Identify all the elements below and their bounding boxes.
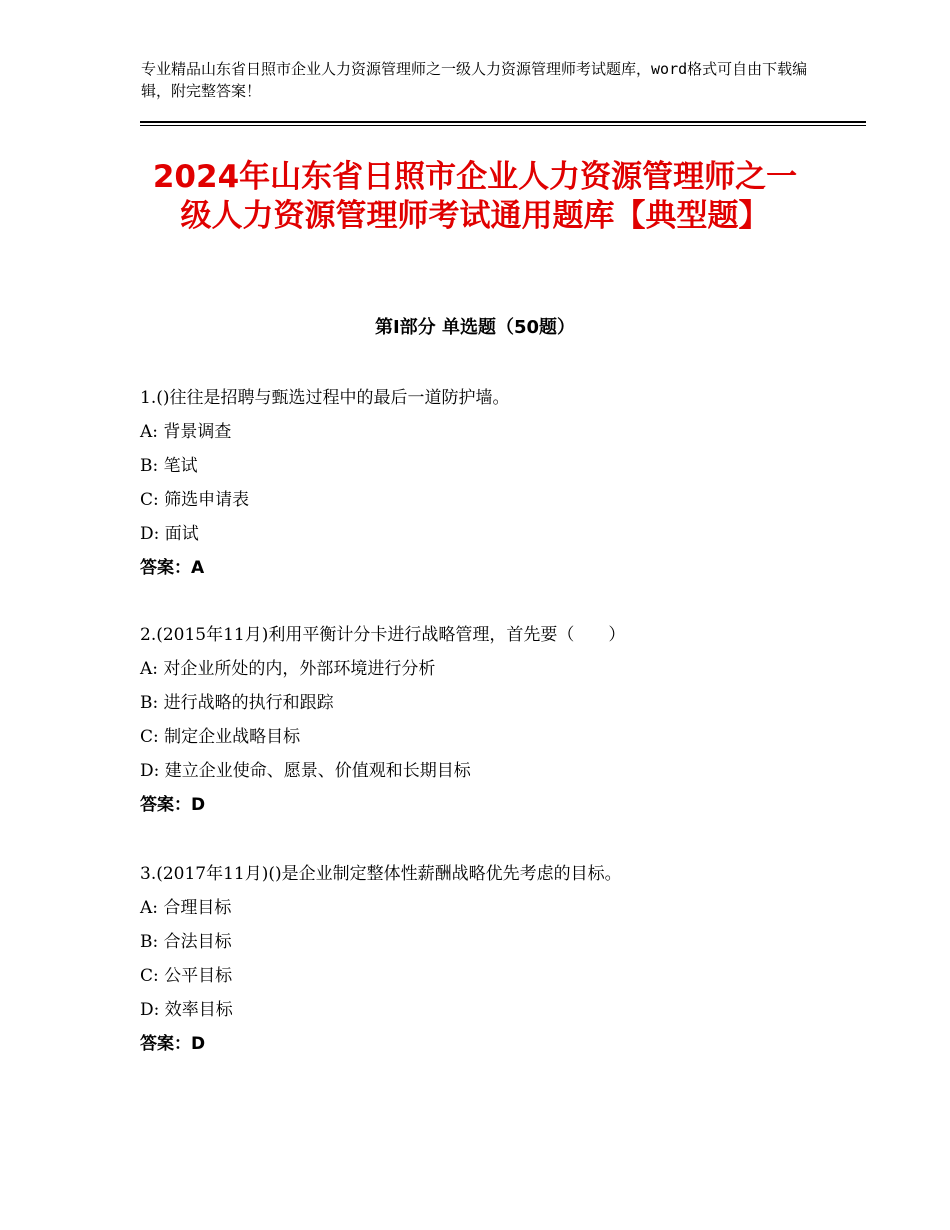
option-c: C: 筛选申请表 <box>140 490 250 510</box>
question-2 <box>140 618 840 822</box>
question-stem: 2.(2015年11月)利用平衡计分卡进行战略管理，首先要（ ） <box>140 625 626 645</box>
header-divider-thick <box>140 121 866 123</box>
header-note: 专业精品山东省日照市企业人力资源管理师之一级人力资源管理师考试题库，word格式可自由下载编辑，附完整答案！ <box>141 60 808 100</box>
option-a: A: 合理目标 <box>140 898 232 918</box>
option-c: C: 制定企业战略目标 <box>140 727 301 747</box>
option-b: B: 进行战略的执行和跟踪 <box>140 693 334 713</box>
answer-label: 答案：D <box>140 795 206 815</box>
question-stem: 1.()往往是招聘与甄选过程中的最后一道防护墙。 <box>140 388 510 408</box>
document-title: 2024年山东省日照市企业人力资源管理师之一级人力资源管理师考试通用题库【典型题】 <box>152 159 798 234</box>
answer-label: 答案：D <box>140 1034 206 1054</box>
option-a: A: 对企业所处的内，外部环境进行分析 <box>140 659 436 679</box>
answer-label: 答案：A <box>140 558 205 578</box>
option-d: D: 建立企业使命、愿景、价值观和长期目标 <box>140 761 471 781</box>
header-divider-thin <box>140 125 866 126</box>
option-b: B: 合法目标 <box>140 932 232 952</box>
question-1 <box>140 381 840 585</box>
option-c: C: 公平目标 <box>140 966 233 986</box>
question-stem: 3.(2017年11月)()是企业制定整体性薪酬战略优先考虑的目标。 <box>140 864 622 884</box>
option-d: D: 面试 <box>140 524 199 544</box>
option-d: D: 效率目标 <box>140 1000 233 1020</box>
question-3 <box>140 857 840 1061</box>
section-title: 第Ⅰ部分 单选题（50题） <box>374 317 575 338</box>
option-a: A: 背景调查 <box>140 422 232 442</box>
option-b: B: 笔试 <box>140 456 198 476</box>
